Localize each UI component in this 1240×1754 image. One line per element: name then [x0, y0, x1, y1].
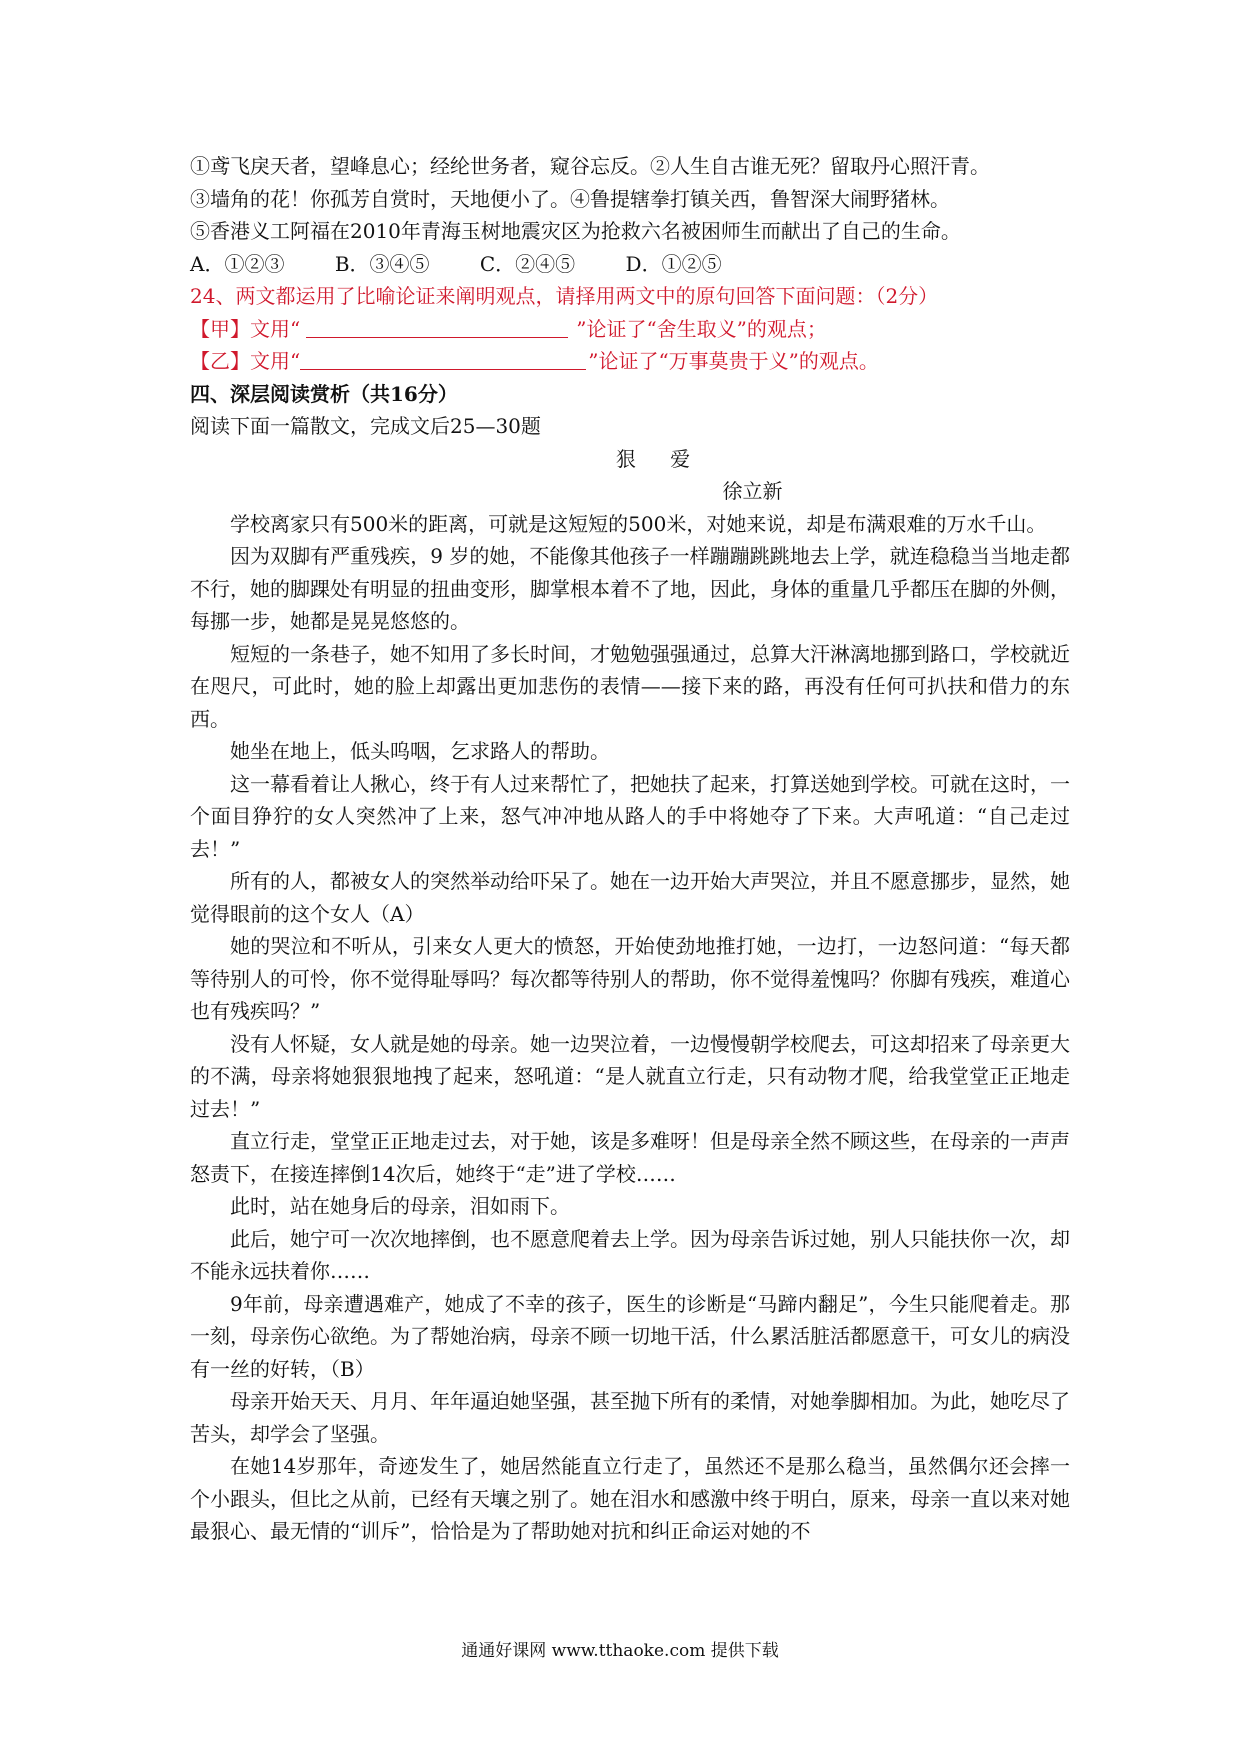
yi-suffix: ”论证了“万事莫贵于义”的观点。 — [588, 349, 879, 373]
article-paragraph: 学校离家只有500米的距离，可就是这短短的500米，对她来说，却是布满艰难的万水千山。 — [230, 511, 1047, 536]
article-paragraph: 她的哭泣和不听从，引来女人更大的愤怒，开始使劲地推打她，一边打，一边怒问道：“每天都等待别人的可怜，你不觉得耻辱吗？每次都等待别人的帮助，你不觉得羞愧吗？你脚有残疾，难道心也有残疾吗？” — [190, 934, 1070, 1023]
option-b: B．③④⑤ — [334, 251, 430, 276]
article-body — [190, 508, 1070, 1548]
article-paragraph: 母亲开始天天、月月、年年逼迫她坚强，甚至抛下所有的柔情，对她拳脚相加。为此，她吃尽了苦头，却学会了坚强。 — [190, 1389, 1070, 1446]
answer-blank-jia[interactable] — [306, 315, 568, 338]
article-paragraph: 在她14岁那年，奇迹发生了，她居然能直立行走了，虽然还不是那么稳当，虽然偶尔还会摔一个小跟头，但比之从前，已经有天壤之别了。她在泪水和感激中终于明白，原来，母亲一直以来对她最狠心、最无情的“训斥”，恰恰是为了帮助她对抗和纠正命运对她的不 — [190, 1454, 1070, 1543]
question-24-prompt: 24、两文都运用了比喻论证来阐明观点，请择用两文中的原句回答下面问题：（2分） — [190, 284, 939, 308]
option-a: A．①②③ — [190, 251, 285, 276]
article-paragraph: 直立行走，堂堂正正地走过去，对于她，该是多难呀！但是母亲全然不顾这些，在母亲的一声声怒责下，在接连摔倒14次后，她终于“走”进了学校…… — [190, 1129, 1070, 1186]
article-paragraph: 因为双脚有严重残疾，9 岁的她，不能像其他孩子一样蹦蹦跳跳地去上学，就连稳稳当当地走都不行，她的脚踝处有明显的扭曲变形，脚掌根本着不了地，因此，身体的重量几乎都压在脚的外侧，每挪一步，她都是晃晃悠悠的。 — [190, 544, 1070, 633]
section-4-instruction: 阅读下面一篇散文，完成文后25—30题 — [190, 414, 541, 438]
question-24-jia — [190, 313, 1070, 346]
article-paragraph: 9年前，母亲遭遇难产，她成了不幸的孩子，医生的诊断是“马蹄内翻足”，今生只能爬着走。那一刻，母亲伤心欲绝。为了帮她治病，母亲不顾一切地干活，什么累活脏活都愿意干，可女儿的病没有一丝的好转，（B） — [190, 1291, 1070, 1381]
article-paragraph: 短短的一条巷子，她不知用了多长时间，才勉勉强强通过，总算大汗淋漓地挪到路口，学校就近在咫尺，可此时，她的脸上却露出更加悲伤的表情——接下来的路，再没有任何可扒扶和借力的东西。 — [190, 641, 1070, 731]
article-paragraph: 此时，站在她身后的母亲，泪如雨下。 — [230, 1194, 570, 1218]
page-content — [190, 150, 1070, 1548]
article-title: 狠 爱 — [615, 446, 705, 471]
answer-options — [190, 248, 1070, 281]
page-footer: 通通好课网 www.tthaoke.com 提供下载 — [461, 1641, 779, 1661]
example-line-3: ⑤香港义工阿福在2010年青海玉树地震灾区为抢救六名被困师生而献出了自己的生命。 — [190, 219, 961, 243]
option-c: C．②④⑤ — [479, 251, 576, 276]
article-paragraph: 没有人怀疑，女人就是她的母亲。她一边哭泣着，一边慢慢朝学校爬去，可这却招来了母亲更大的不满，母亲将她狠狠地拽了起来，怒吼道：“是人就直立行走，只有动物才爬，给我堂堂正正地走过去！” — [190, 1031, 1070, 1121]
yi-prefix: 【乙】文用“ — [190, 349, 301, 373]
article-paragraph: 这一幕看着让人揪心，终于有人过来帮忙了，把她扶了起来，打算送她到学校。可就在这时，一个面目狰狞的女人突然冲了上来，怒气冲冲地从路人的手中将她夺了下来。大声吼道：“自己走过去！” — [190, 771, 1070, 861]
example-line-1: ①鸢飞戾天者，望峰息心；经纶世务者，窥谷忘反。②人生自古谁无死？留取丹心照汗青。 — [190, 154, 990, 178]
article-paragraph: 此后，她宁可一次次地摔倒，也不愿意爬着去上学。因为母亲告诉过她，别人只能扶你一次，却不能永远扶着你…… — [190, 1226, 1070, 1283]
section-4-heading: 四、深层阅读赏析（共16分） — [190, 381, 458, 406]
article-paragraph: 所有的人，都被女人的突然举动给吓呆了。她在一边开始大声哭泣，并且不愿意挪步，显然，她觉得眼前的这个女人（A） — [190, 869, 1070, 926]
article-author: 徐立新 — [722, 479, 783, 503]
jia-suffix: ”论证了“舍生取义”的观点； — [576, 316, 827, 341]
answer-blank-yi[interactable] — [300, 347, 586, 370]
option-d: D．①②⑤ — [625, 251, 722, 276]
article-paragraph: 她坐在地上，低头呜咽，乞求路人的帮助。 — [230, 739, 610, 763]
question-24-yi — [190, 345, 1070, 378]
example-line-2: ③墙角的花！你孤芳自赏时，天地便小了。④鲁提辖拳打镇关西，鲁智深大闹野猪林。 — [190, 186, 950, 211]
jia-prefix: 【甲】文用“ — [190, 316, 301, 341]
